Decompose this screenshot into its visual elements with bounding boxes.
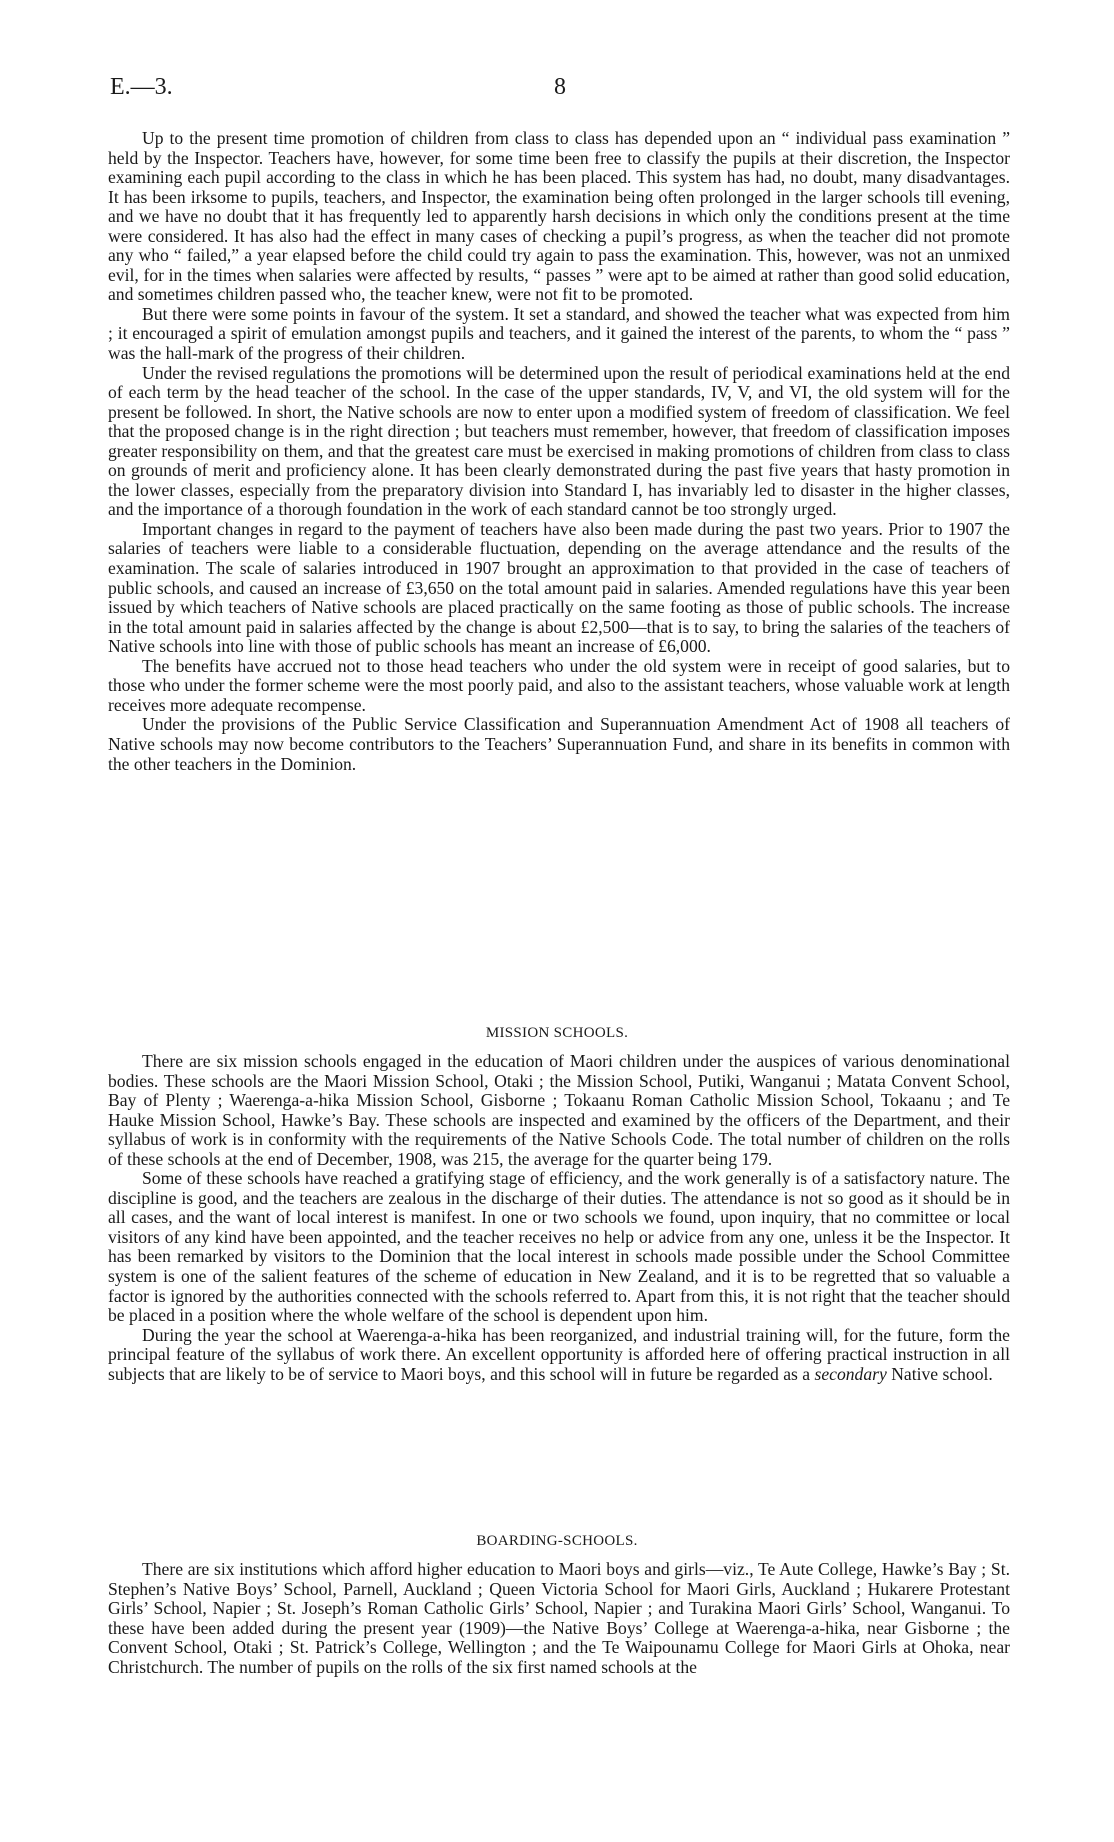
- paragraph: Up to the present time promotion of children from class to class has depended upon an “ individual pass examination ” held by the Inspector. Teachers have, however, for some time been free to classify the pupils at their discretion, the Inspector examining each pupil according to the class in which he has been placed. This system has had, no doubt, many disadvantages. It has been irksome to pupils, teachers, and Inspector, the examination being often prolonged in the larger schools till evening, and we have no doubt that it has frequently led to apparently harsh decisions in which only the conditions present at the time were considered. It has also had the effect in many cases of checking a pupil’s progress, as when the teacher did not promote any who “ failed,” a year elapsed before the child could try again to pass the examination. This, however, was not an unmixed evil, for in the times when salaries were affected by results, “ passes ” were apt to be aimed at rather than good solid education, and sometimes children passed who, the teacher knew, were not fit to be promoted.: [108, 128, 1010, 305]
- paragraph-text: Native school.: [886, 1363, 993, 1384]
- paragraph-text: During the year the school at Waerenga-a-hika has been reorganized, and industrial training will, for the future, form the principal feature of the syllabus of work there. An excellent opportunity is afforded here of offering practical instruction in all subjects that are likely to be of service to Maori boys, and this school will in future be regarded as a: [108, 1324, 1010, 1384]
- paragraph: Important changes in regard to the payment of teachers have also been made during the past two years. Prior to 1907 the salaries of teachers were liable to a considerable fluctuation, depending on the average attendance and the results of the examination. The scale of salaries introduced in 1907 brought an approximation to that provided in the case of teachers of public schools, and caused an increase of £3,650 on the total amount paid in salaries. Amended regulations have this year been issued by which teachers of Native schools are placed practically on the same footing as those of public schools. The increase in the total amount paid in salaries affected by the change is about £2,500—that is to say, to bring the salaries of the teachers of Native schools into line with those of public schools has meant an increase of £6,000.: [108, 518, 1010, 657]
- paragraph: There are six institutions which afford higher education to Maori boys and girls—viz., Te Aute College, Hawke’s Bay ; St. Stephen’s Native Boys’ School, Parnell, Auckland ; Queen Victoria School for Maori Girls, Auckland ; Hukarere Protestant Girls’ School, Napier ; St. Joseph’s Roman Catholic Girls’ School, Napier ; and Turakina Maori Girls’ School, Wanganui. To these have been added during the present year (1909)—the Native Boys’ College at Waerenga-a-hika, near Gisborne ; the Convent School, Otaki ; St. Patrick’s College, Wellington ; and the Te Waipounamu College for Maori Girls at Ohoka, near Christchurch. The number of pupils on the rolls of the six first named schools at the: [108, 1559, 1010, 1677]
- paragraph: Some of these schools have reached a gratifying stage of efficiency, and the work generally is of a satisfactory nature. The discipline is good, and the teachers are zealous in the discharge of their duties. The attendance is not so good as it should be in all cases, and the want of local interest is manifest. In one or two schools we found, upon inquiry, that no committee or local visitors of any kind have been appointed, and the teacher receives no help or advice from any one, unless it be the Inspector. It has been remarked by visitors to the Dominion that the local interest in schools made possible under the School Committee system is one of the salient features of the scheme of education in New Zealand, and it is to be regretted that so valuable a factor is ignored by the authorities connected with the schools referred to. Apart from this, it is not right that the teacher should be placed in a position where the whole welfare of the school is dependent upon him.: [108, 1168, 1010, 1326]
- paragraph: Under the provisions of the Public Service Classification and Superannuation Amendment Act of 1908 all teachers of Native schools may now become contributors to the Teachers’ Superannuation Fund, and share in its benefits in common with the other teachers in the Dominion.: [108, 714, 1010, 774]
- section-boarding-schools: [108, 1560, 1010, 1677]
- section-heading-mission-schools: MISSION SCHOOLS.: [485, 1025, 629, 1041]
- paragraph: Under the revised regulations the promotions will be determined upon the result of periodical examinations held at the end of each term by the head teacher of the school. In the case of the upper standards, IV, V, and VI, the old system will for the present be followed. In short, the Native schools are now to enter upon a modified system of freedom of classification. We feel that the proposed change is in the right direction ; but teachers must remember, however, that freedom of classification imposes greater responsibility on them, and that the greatest care must be exercised in making promotions of children from class to class on grounds of merit and proficiency alone. It has been clearly demonstrated during the past five years that hasty promotion in the lower classes, especially from the preparatory division into Standard I, has invariably led to disaster in the higher classes, and the importance of a thorough foundation in the work of each standard cannot be too strongly urged.: [108, 362, 1010, 520]
- section-promotion-and-salaries: [108, 129, 1010, 774]
- page-header: [110, 74, 1004, 104]
- section-heading-boarding-schools: BOARDING-SCHOOLS.: [476, 1533, 638, 1549]
- page-number: 8: [554, 74, 566, 100]
- paragraph: But there were some points in favour of the system. It set a standard, and showed the teacher what was expected from him ; it encouraged a spirit of emulation amongst pupils and teachers, and it gained the interest of the parents, to whom the “ pass ” was the hall-mark of the progress of their children.: [108, 303, 1010, 364]
- paragraph: [108, 1326, 1010, 1385]
- emphasized-word: secondary: [814, 1363, 887, 1384]
- paragraph: There are six mission schools engaged in the education of Maori children under the auspices of various denominational bodies. These schools are the Maori Mission School, Otaki ; the Mission School, Putiki, Wanganui ; Matata Convent School, Bay of Plenty ; Waerenga-a-hika Mission School, Gisborne ; Tokaanu Roman Catholic Mission School, Tokaanu ; and Te Hauke Mission School, Hawke’s Bay. These schools are inspected and examined by the officers of the Department, and their syllabus of work is in conformity with the requirements of the Native Schools Code. The total number of children on the rolls of these schools at the end of December, 1908, was 215, the average for the quarter being 179.: [108, 1051, 1010, 1169]
- section-mission-schools: [108, 1052, 1010, 1384]
- paragraph: The benefits have accrued not to those head teachers who under the old system were in receipt of good salaries, but to those who under the former scheme were the most poorly paid, and also to the assistant teachers, whose valuable work at length receives more adequate recompense.: [108, 655, 1010, 715]
- document-reference: E.—3.: [110, 74, 173, 100]
